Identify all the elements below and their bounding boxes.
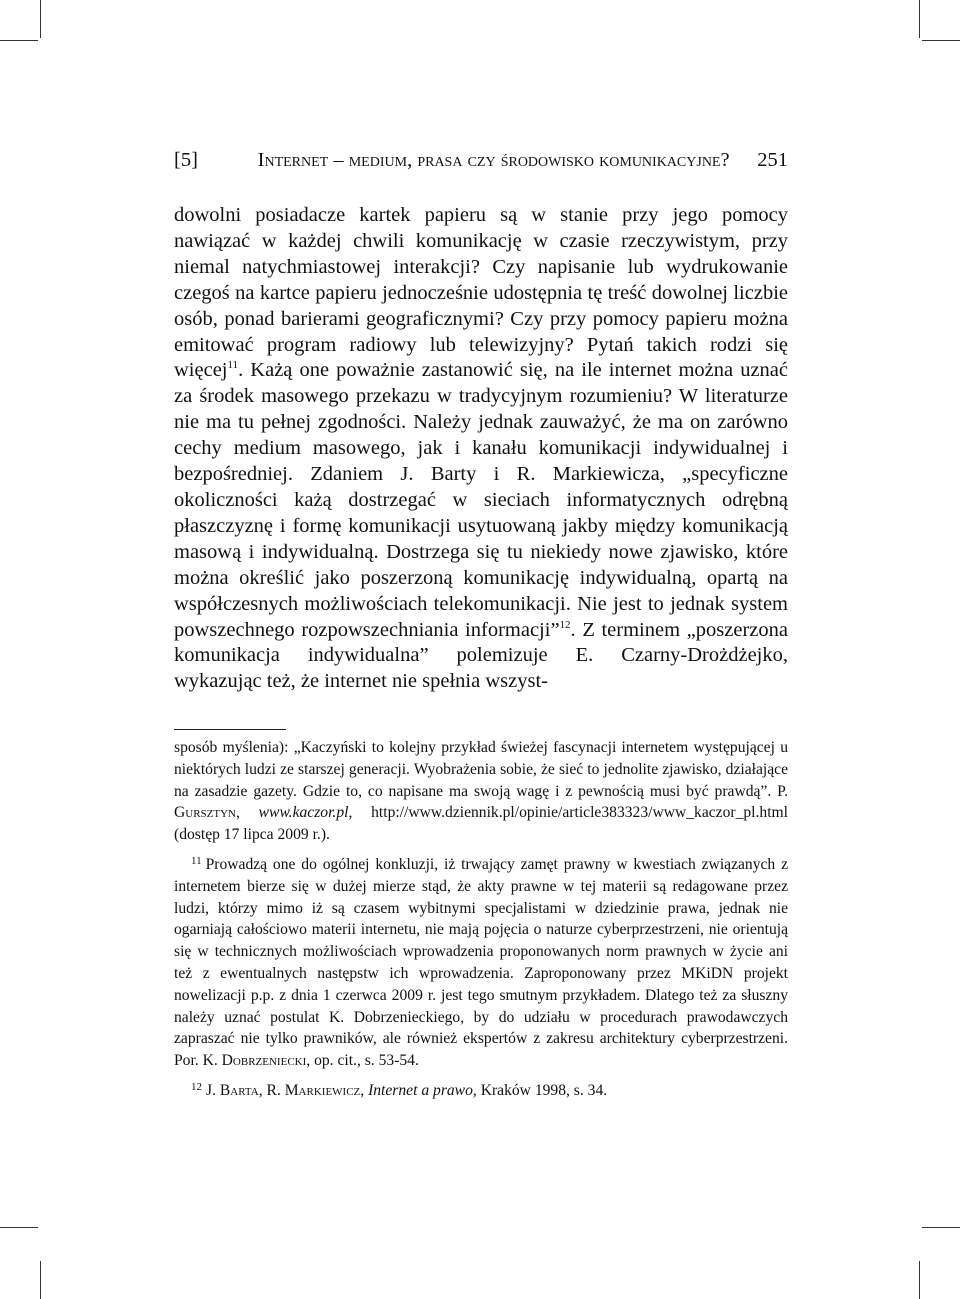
crop-mark-top-right bbox=[919, 0, 920, 38]
footnote-author: Barta bbox=[219, 1081, 259, 1099]
crop-mark-bottom-left bbox=[40, 1261, 41, 1299]
footnote-author: Gursztyn bbox=[174, 804, 236, 822]
footnote-ref-11: 11 bbox=[227, 359, 239, 372]
running-title: Internet – medium, prasa czy środowisko komunikacyjne? bbox=[257, 149, 730, 171]
main-paragraph bbox=[174, 203, 788, 695]
footnote-text: , R. bbox=[258, 1081, 285, 1099]
footnote-12 bbox=[174, 1080, 788, 1102]
footnote-text: , Kraków 1998, s. 34. bbox=[472, 1081, 608, 1099]
crop-mark-bottom-right bbox=[919, 1261, 920, 1299]
footnote-rule bbox=[174, 729, 286, 730]
footnote-site: www.kaczor.pl bbox=[258, 804, 349, 822]
footnote-author: Dobrzeniecki bbox=[221, 1052, 307, 1070]
footnote-ref-12: 12 bbox=[559, 618, 571, 631]
footnote-text: , bbox=[236, 804, 259, 822]
footnote-book-title: Internet a prawo bbox=[368, 1081, 473, 1099]
footnote-text: , bbox=[360, 1081, 369, 1099]
section-number: [5] bbox=[174, 149, 198, 171]
footnote-text: Prowadzą one do ogólnej konkluzji, iż trwający zamęt prawny w kwestiach związanych z internetem bierze się w dużej mierze stąd, że akty prawne w tej materii są redagowane przez ludzi, którzy mimo iż są czasem wybitnymi specjalistami w dziedzinie prawa, jednak nie ogarniają całościowo materii internetu, nie mają pojęcia o naturze cyberprzestrzeni, nie orientują się w technicznych możliwościach wprowadzenia proponowanych norm prawnych w życie ani też z ewentualnych następstw ich wprowadzenia. Zaproponowany przez MKiDN projekt nowelizacji p.p. z dnia 1 czerwca 2009 r. jest tego smutnym przykładem. Dlatego też za słuszny należy uznać postulat K. Dobrzenieckiego, by do udziału w procedurach prawodawczych zapraszać nie tylko prawników, ale również ekspertów z zakresu architektury cyberprzestrzeni. Por. K. bbox=[174, 855, 788, 1070]
crop-mark-top-left bbox=[40, 0, 41, 38]
crop-mark-top-right bbox=[922, 40, 960, 41]
footnote-text: sposób myślenia): „Kaczyński to kolejny przykład świeżej fascynacji internetem występującej u niektórych ludzi ze starszej generacji. Wyobrażenia sobie, że sieć to jednolite zjawisko, działające na zasadzie gazety. Gdzie to, co napisane ma swoją wagę i z pewnością musi być prawdą”. P. bbox=[174, 739, 788, 800]
running-header bbox=[174, 146, 788, 174]
body-text-part-1: dowolni posiadacze kartek papieru są w stanie przy jego pomocy nawiązać w każdej chwili komunikację w czasie rzeczywistym, przy niemal natychmiastowej interakcji? Czy napisanie lub wydrukowanie czegoś na kartce papieru jednocześnie udostępnia tę treść dowolnej liczbie osób, ponad barierami geograficznymi? Czy przy pomocy papieru można emitować program radiowy lub telewizyjny? Pytań takich rodzi się więcej bbox=[174, 204, 788, 382]
footnote-11 bbox=[174, 854, 788, 1072]
footnote-text: , op. cit., s. 53-54. bbox=[306, 1052, 419, 1070]
footnote-number: 11 bbox=[191, 854, 202, 867]
footnote-author: Markiewicz bbox=[284, 1081, 361, 1099]
footnote-continuation bbox=[174, 737, 788, 846]
body-text-part-2: . Każą one poważnie zastanowić się, na ile internet można uznać za środek masowego przekazu w tradycyjnym rozumieniu? W literaturze nie ma tu pełnej zgodności. Należy jednak zauważyć, że ma on zarówno cechy medium masowego, jak i kanału komunikacji indywidualnej i bezpośredniej. Zdaniem J. Barty i R. Markiewicza, „specyficzne okoliczności każą dostrzegać w sieciach informatycznych odrębną płaszczyznę i formę komunikacji usytuowaną jakby między komunikacją masową i indywidualną. Dostrzega się tu niekiedy nowe zjawisko, które można określić jako poszerzoną komunikację indywidualną, opartą na współczesnych możliwościach telekomunikacji. Nie jest to jednak system powszechnego rozpowszechniania informacji” bbox=[174, 359, 788, 641]
crop-mark-top-left bbox=[0, 40, 38, 41]
crop-mark-bottom-right bbox=[922, 1227, 960, 1228]
body-text-part-3: . Z terminem „poszerzona komunikacja indywidualna” polemizuje E. Czarny-Drożdżejko, wykazując też, że internet nie spełnia wszyst- bbox=[174, 618, 788, 693]
footnote-number: 12 bbox=[191, 1080, 202, 1093]
page-number: 251 bbox=[757, 149, 788, 171]
footnotes bbox=[174, 737, 788, 1110]
footnote-text: , http://www.dziennik.pl/opinie/article383323/www_kaczor_pl.html (dostęp 17 lipca 2009 r.). bbox=[174, 804, 789, 844]
crop-mark-bottom-left bbox=[0, 1227, 38, 1228]
footnote-text: J. bbox=[206, 1081, 220, 1099]
